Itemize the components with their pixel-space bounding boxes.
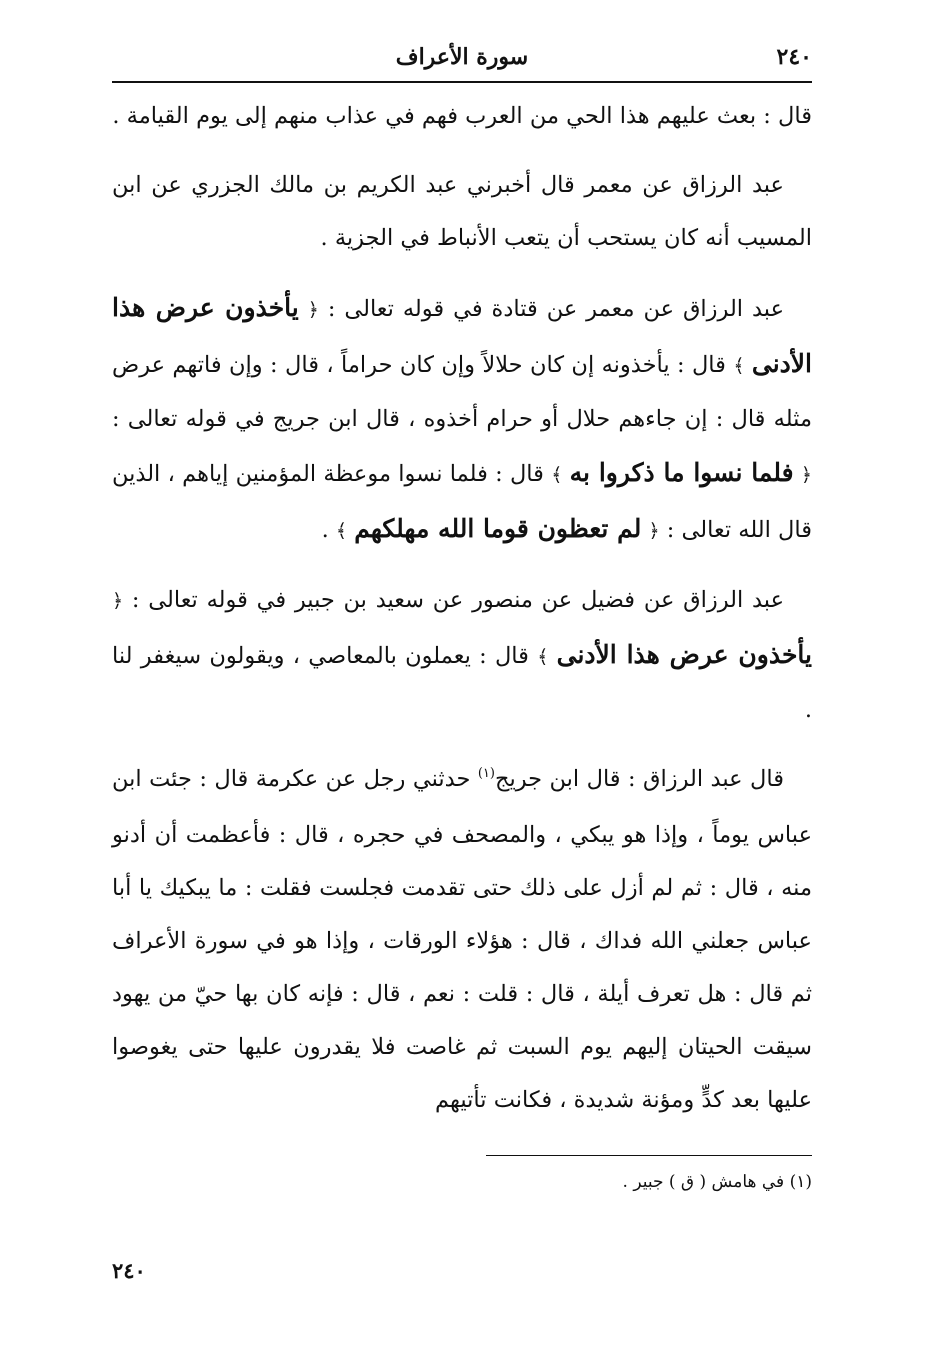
paragraph-4: عبد الرزاق عن فضيل عن منصور عن سعيد بن جبير في قوله تعالى : ﴿ يأخذون عرض هذا الأدنى ﴾ قال : يعملون بالمعاصي ، ويقولون سيغفر لنا . — [112, 587, 813, 723]
verse-bracket-close: ﴾ — [537, 646, 549, 668]
footnote-divider — [486, 1155, 812, 1156]
quran-verse: لم تعظون قوما الله مهلكهم — [354, 514, 642, 543]
verse-bracket-open: ﴿ — [307, 299, 319, 321]
page-header — [112, 38, 812, 78]
surah-title: سورة الأعراف — [395, 44, 529, 70]
header-page-number: ٢٤٠ — [776, 44, 812, 70]
header-divider — [112, 81, 812, 83]
verse-bracket-close: ﴾ — [551, 464, 563, 486]
footnote-reference: (١) — [477, 766, 495, 781]
paragraph-3: عبد الرزاق عن معمر عن قتادة في قوله تعالى : ﴿ يأخذون عرض هذا الأدنى ﴾ قال : يأخذونه إن كان حلالاً وإن كان حراماً ، قال : وإن فاتهم عرض مثله قال : إن جاءهم حلال أو حرام أخذوه ، قال ابن جريج في قوله تعالى : ﴿ فلما نسوا ما ذكروا به ﴾ قال : فلما نسوا موعظة المؤمنين إياهم ، الذين قال الله تعالى : ﴿ لم تعظون قوما الله مهلكهم ﴾ . — [112, 293, 812, 543]
verse-bracket-open: ﴿ — [800, 464, 812, 486]
verse-bracket-open: ﴿ — [648, 520, 660, 542]
paragraph-2: عبد الرزاق عن معمر قال أخبرني عبد الكريم بن مالك الجزري عن ابن المسيب أنه كان يستحب أن يتعب الأنباط في الجزية . — [112, 172, 812, 251]
paragraph-1: قال : بعث عليهم هذا الحي من العرب فهم في عذاب منهم إلى يوم القيامة . — [112, 103, 812, 129]
paragraph-5: قال عبد الرزاق : قال ابن جريج$^{(١)}$ حدثني رجل عن عكرمة قال : جئت ابن عباس يوماً ، وإذا هو يبكي ، والمصحف في حجره ، قال : فأعظمت أن أدنو منه ، قال : ثم لم أزل على ذلك حتى تقدمت فجلست فقلت : ما يبكيك يا أبا عباس جعلني الله فداك ، قال : هؤلاء الورقات ، وإذا هو في سورة الأعراف ثم قال : هل تعرف أيلة ، قال : قلت : نعم ، قال : فإنه كان بها حيّ من يهود سيقت الحيتان إليهم يوم السبت ثم غاصت فلا يقدرون عليها حتى يغوصوا عليها بعد كدٍّ ومؤنة شديدة ، فكانت تأتيهم — [112, 766, 812, 1113]
footer-page-number: ٢٤٠ — [112, 1258, 146, 1283]
quran-verse: يأخذون عرض هذا الأدنى — [556, 640, 813, 669]
verse-bracket-close: ﴾ — [733, 355, 745, 377]
quran-verse: فلما نسوا ما ذكروا به — [569, 458, 794, 487]
main-text — [112, 90, 812, 1127]
quran-verse: يأخذون عرض هذا الأدنى — [112, 293, 812, 378]
verse-bracket-open: ﴿ — [112, 590, 124, 612]
footnote: (١) في هامش ( ق ) جبير . — [622, 1172, 812, 1192]
verse-bracket-close: ﴾ — [335, 520, 348, 542]
